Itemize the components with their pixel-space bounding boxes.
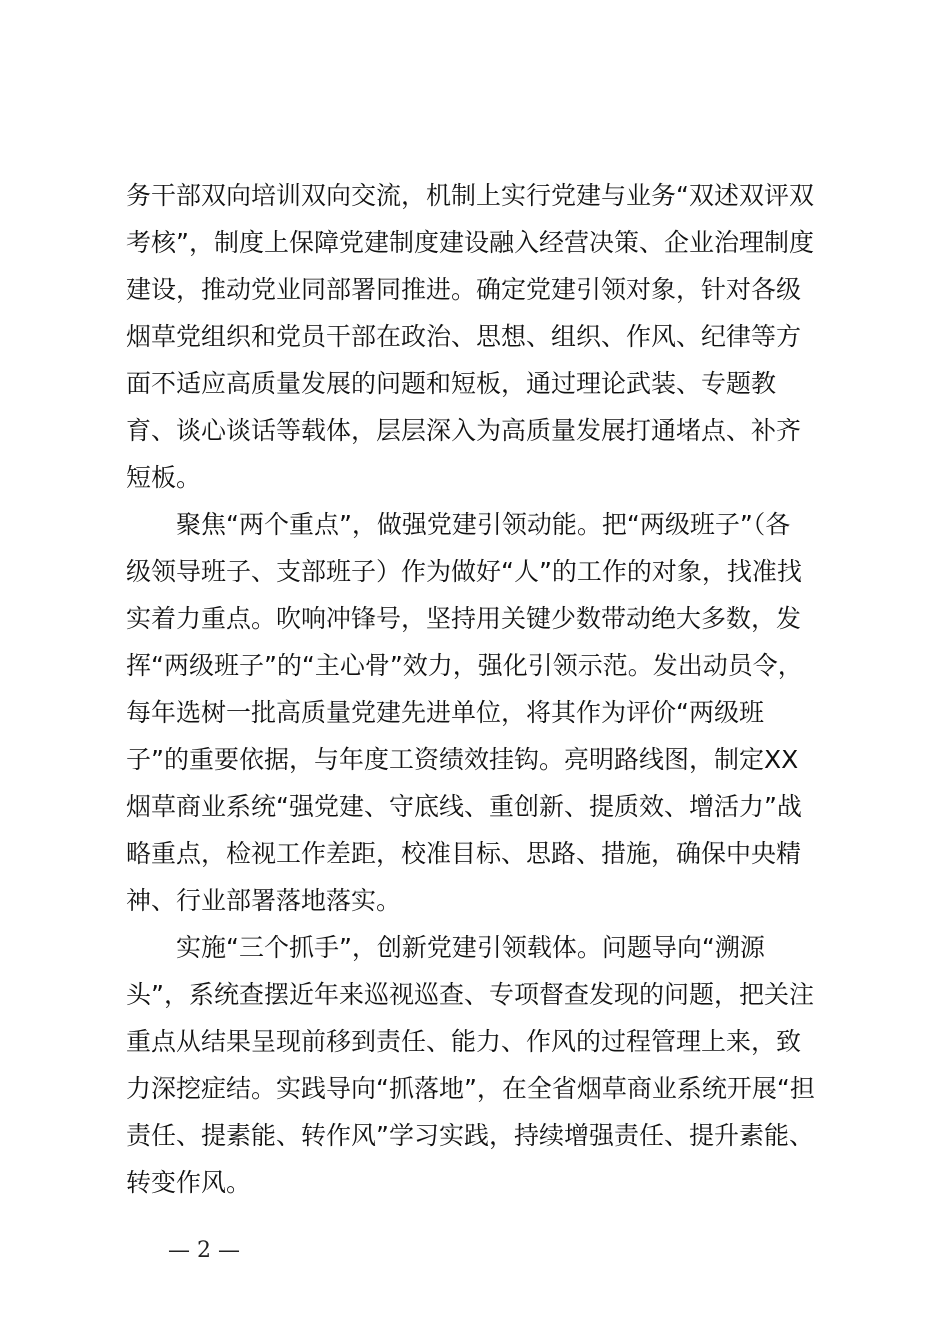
text-line: 务干部双向培训双向交流，机制上实行党建与业务“双述双评双 (126, 181, 814, 210)
page-number: — 2 — (168, 1238, 240, 1263)
text-line: 神、行业部署落地落实。 (126, 886, 402, 915)
text-line: 面不适应高质量发展的问题和短板，通过理论武装、专题教 (126, 369, 777, 398)
text-line: 烟草党组织和党员干部在政治、思想、组织、作风、纪律等方 (126, 322, 802, 351)
text-line: 挥“两级班子”的“主心骨”效力，强化引领示范。发出动员令， (126, 651, 803, 680)
text-line: 育、谈心谈话等载体，层层深入为高质量发展打通堵点、补齐 (126, 416, 802, 445)
text-line: 头”，系统查摆近年来巡视巡查、专项督查发现的问题，把关注 (126, 980, 814, 1009)
text-line: 责任、提素能、转作风”学习实践，持续增强责任、提升素能、 (126, 1121, 814, 1150)
text-line: 实着力重点。吹响冲锋号，坚持用关键少数带动绝大多数，发 (126, 604, 802, 633)
body-text (126, 172, 836, 1206)
paragraph-start-line: 聚焦“两个重点”，做强党建引领动能。把“两级班子”（各 (126, 510, 791, 539)
text-line: 重点从结果呈现前移到责任、能力、作风的过程管理上来，致 (126, 1027, 802, 1056)
text-line: 力深挖症结。实践导向“抓落地”，在全省烟草商业系统开展“担 (126, 1074, 815, 1103)
text-line: 略重点，检视工作差距，校准目标、思路、措施，确保中央精 (126, 839, 802, 868)
text-line: 级领导班子、支部班子）作为做好“人”的工作的对象，找准找 (126, 557, 802, 586)
text-line: 转变作风。 (126, 1168, 252, 1197)
paragraph-start-line: 实施“三个抓手”，创新党建引领载体。问题导向“溯源 (126, 933, 765, 962)
text-line: 子”的重要依据，与年度工资绩效挂钩。亮明路线图，制定XX (126, 745, 799, 774)
text-line: 建设，推动党业同部署同推进。确定党建引领对象，针对各级 (126, 275, 802, 304)
text-line: 考核”，制度上保障党建制度建设融入经营决策、企业治理制度 (126, 228, 814, 257)
text-line: 烟草商业系统“强党建、守底线、重创新、提质效、增活力”战 (126, 792, 802, 821)
text-line: 短板。 (126, 463, 202, 492)
text-line: 每年选树一批高质量党建先进单位，将其作为评价“两级班 (126, 698, 764, 727)
